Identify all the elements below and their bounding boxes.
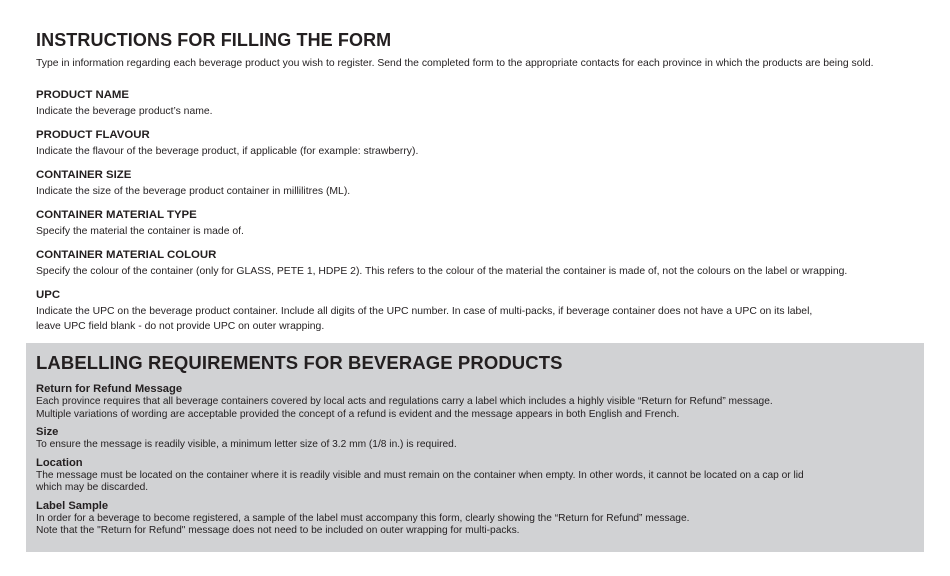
field-heading: PRODUCT FLAVOUR (36, 129, 150, 141)
field-heading: PRODUCT NAME (36, 89, 130, 101)
requirement-heading: Return for Refund Message (36, 383, 183, 395)
instructions-intro: Type in information regarding each beverage product you wish to register. Send the completed form to the appropriate contacts for each province in which the products are being sold. (36, 58, 874, 69)
requirement-line: To ensure the message is readily visible, a minimum letter size of 3.2 mm (1/8 in.) is required. (36, 439, 457, 450)
labelling-requirements-panel (26, 343, 924, 552)
field-heading: CONTAINER MATERIAL TYPE (36, 209, 197, 221)
labelling-title: LABELLING REQUIREMENTS FOR BEVERAGE PRODUCTS (36, 352, 563, 373)
requirement-heading: Size (36, 426, 59, 438)
field-product-name (36, 88, 936, 119)
field-heading: UPC (36, 289, 61, 301)
field-description: Indicate the flavour of the beverage product, if applicable (for example: strawberry). (36, 146, 419, 157)
requirement-location (36, 457, 914, 495)
requirement-line: Each province requires that all beverage containers covered by local acts and regulations carry a label which includes a highly visible “Return for Refund” message. (36, 396, 773, 407)
requirement-line: In order for a beverage to become registered, a sample of the label must accompany this form, clearly showing the “Return for Refund” message. (36, 512, 690, 524)
field-description-line: leave UPC field blank - do not provide UPC on outer wrapping. (36, 321, 325, 332)
requirement-heading: Label Sample (36, 499, 109, 512)
instructions-section (36, 30, 936, 343)
field-description-line: Indicate the UPC on the beverage product container. Include all digits of the UPC number. In case of multi-packs, if beverage container does not have a UPC on its label, (36, 306, 813, 317)
field-description: Specify the material the container is made of. (36, 226, 244, 237)
requirement-size (36, 426, 914, 452)
requirement-heading: Location (36, 456, 83, 469)
field-heading: CONTAINER SIZE (36, 169, 132, 181)
requirement-label-sample (36, 500, 914, 538)
field-container-size (36, 168, 936, 199)
requirement-return-for-refund (36, 383, 914, 421)
instructions-title: INSTRUCTIONS FOR FILLING THE FORM (36, 30, 392, 50)
field-description: Indicate the beverage product’s name. (36, 106, 213, 117)
requirement-line: Note that the "Return for Refund" message does not need to be included on outer wrapping for multi-packs. (36, 525, 520, 536)
field-upc (36, 288, 936, 334)
field-heading: CONTAINER MATERIAL COLOUR (36, 249, 217, 261)
field-product-flavour (36, 128, 936, 159)
requirement-line: which may be discarded. (36, 482, 149, 493)
field-description: Indicate the size of the beverage product container in millilitres (ML). (36, 186, 351, 197)
field-container-material-type (36, 208, 936, 239)
requirement-line: Multiple variations of wording are acceptable provided the concept of a refund is evident and the message appears in both English and French. (36, 408, 680, 420)
field-container-material-colour (36, 248, 936, 279)
field-description: Specify the colour of the container (only for GLASS, PETE 1, HDPE 2). This refers to the colour of the material the container is made of, not the colours on the label or wrapping. (36, 266, 848, 277)
requirement-line: The message must be located on the container where it is readily visible and must remain on the container when empty. In other words, it cannot be located on a cap or lid (36, 469, 804, 481)
